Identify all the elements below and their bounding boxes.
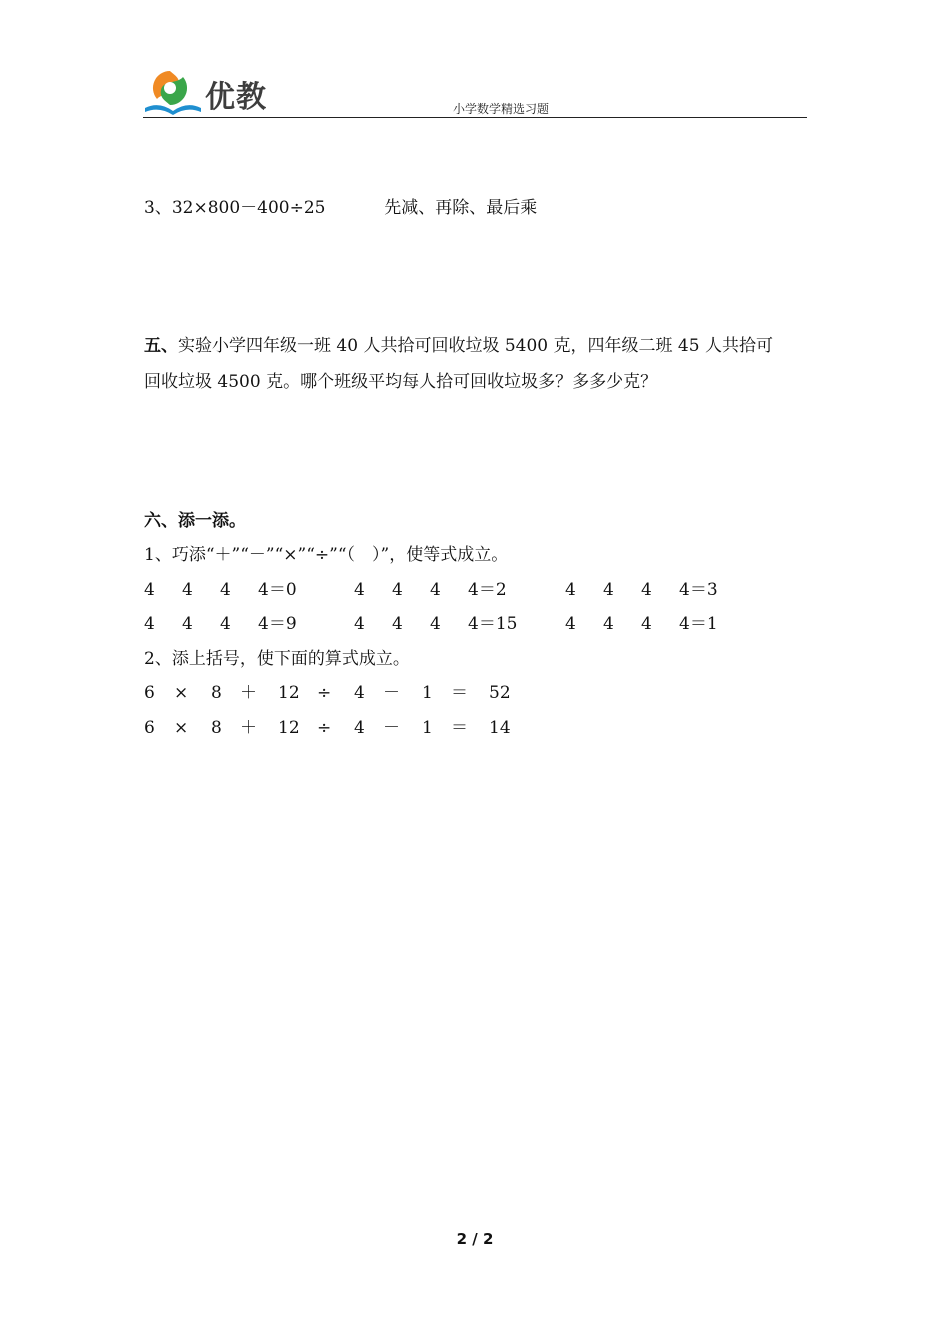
part-2-token: 14 [489, 718, 511, 738]
header-divider [143, 117, 807, 118]
page-number: 2 / 2 [456, 1230, 494, 1248]
question-3 [144, 197, 537, 219]
section-5-text-2: 回收垃圾 4500 克。哪个班级平均每人拾可回收垃圾多？多多少克？ [144, 372, 658, 392]
part-2-token: ＋ [240, 718, 257, 738]
section-5-text-1: 实验小学四年级一班 40 人共拾可回收垃圾 5400 克，四年级二班 45 人共拾可 [178, 336, 773, 356]
part-1-cell: 4 [430, 614, 441, 634]
part-2-token: × [174, 683, 189, 703]
part-1-cell: 4＝2 [468, 580, 507, 600]
part-2-token: ＋ [240, 683, 257, 703]
part-1-cell: 4 [144, 580, 155, 600]
part-1-cell: 4＝1 [679, 614, 718, 634]
part-1-cell: 4 [354, 580, 365, 600]
part-2-token: 52 [489, 683, 511, 703]
part-1-cell: 4 [354, 614, 365, 634]
section-5-line-1 [144, 335, 773, 357]
logo-text: 优教 [205, 80, 267, 115]
part-1-cell: 4 [392, 580, 403, 600]
part-2-token: 8 [211, 683, 222, 703]
part-1-cell: 4 [430, 580, 441, 600]
part-2-token: ＝ [451, 718, 468, 738]
part-2-token: 1 [422, 718, 433, 738]
section-5-line-2 [144, 371, 657, 393]
part-1-cell: 4＝9 [258, 614, 297, 634]
question-3-expression: 3、32×800－400÷25 [144, 198, 326, 218]
part-1-cell: 4 [641, 614, 652, 634]
section-6-part-2-title: 2、添上括号，使下面的算式成立。 [144, 649, 410, 669]
part-1-cell: 4 [641, 580, 652, 600]
part-2-token: 12 [278, 683, 300, 703]
logo [143, 66, 283, 118]
part-2-token: 4 [354, 683, 365, 703]
section-5-number: 五、 [144, 336, 178, 356]
part-1-cell: 4＝3 [679, 580, 718, 600]
part-1-cell: 4 [144, 614, 155, 634]
part-2-token: － [383, 683, 400, 703]
part-2-token: 8 [211, 718, 222, 738]
section-6-title: 六、添一添。 [144, 511, 246, 531]
part-1-cell: 4＝0 [258, 580, 297, 600]
page-header [143, 60, 807, 118]
part-2-token: ÷ [317, 718, 332, 738]
section-6-part-1-title: 1、巧添“＋”“－”“×”“÷”“（ ）”，使等式成立。 [144, 545, 509, 565]
part-1-cell: 4 [565, 580, 576, 600]
part-1-cell: 4 [603, 580, 614, 600]
logo-icon [143, 66, 203, 118]
part-1-cell: 4 [392, 614, 403, 634]
question-3-instruction: 先减、再除、最后乘 [384, 198, 538, 218]
part-2-token: 12 [278, 718, 300, 738]
part-2-token: 6 [144, 683, 155, 703]
part-2-token: － [383, 718, 400, 738]
part-1-cell: 4 [220, 580, 231, 600]
part-1-cell: 4 [603, 614, 614, 634]
part-1-cell: 4 [565, 614, 576, 634]
part-1-cell: 4 [182, 614, 193, 634]
part-1-cell: 4＝15 [468, 614, 518, 634]
part-2-token: × [174, 718, 189, 738]
part-2-token: 4 [354, 718, 365, 738]
header-title: 小学数学精选习题 [453, 102, 550, 116]
part-2-token: 1 [422, 683, 433, 703]
part-1-cell: 4 [182, 580, 193, 600]
part-2-token: 6 [144, 718, 155, 738]
part-1-cell: 4 [220, 614, 231, 634]
part-2-token: ÷ [317, 683, 332, 703]
part-2-token: ＝ [451, 683, 468, 703]
